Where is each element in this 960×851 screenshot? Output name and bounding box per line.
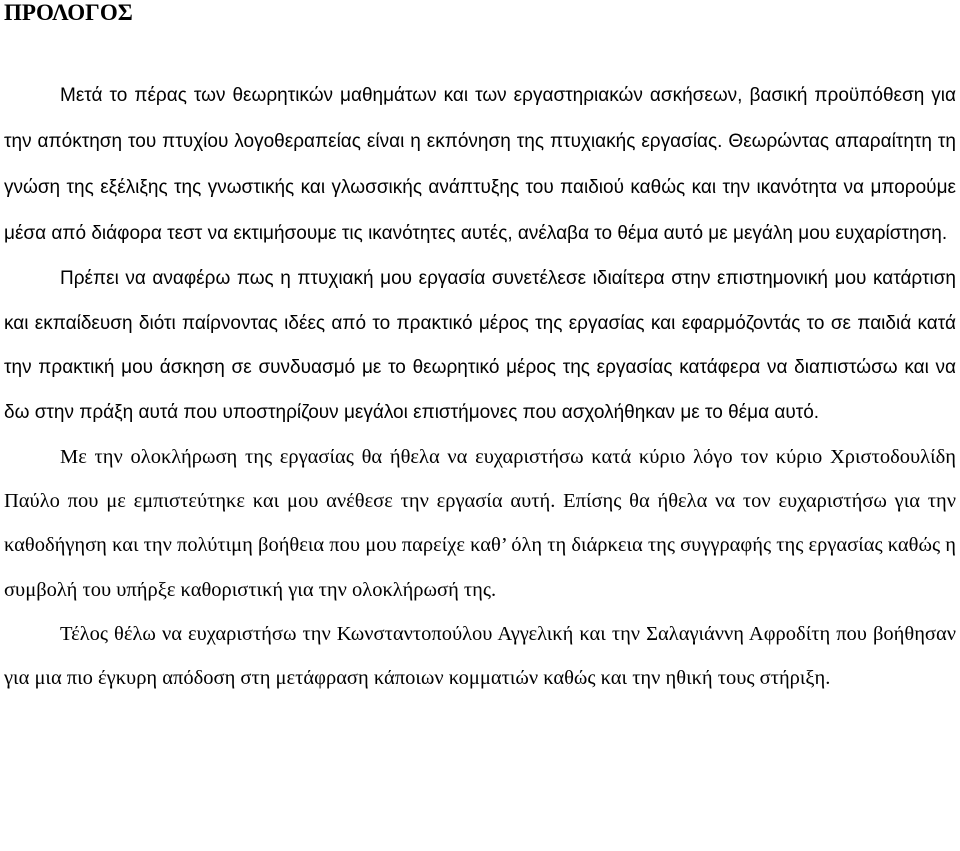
paragraph-acknowledgement-helpers: Τέλος θέλω να ευχαριστήσω την Κωνσταντοπούλου Αγγελική και την Σαλαγιάννη Αφροδίτη που βοήθησαν για μια πιο έγκυρη απόδοση στη μετάφραση κάποιων κομματιών καθώς και την ηθική τους στήριξη. — [4, 622, 956, 690]
page-title: ΠΡΟΛΟΓΟΣ — [4, 0, 133, 25]
paragraph-intro: Μετά το πέρας των θεωρητικών μαθημάτων και των εργαστηριακών ασκήσεων, βασική προϋπόθεση για την απόκτηση του πτυχίου λογοθεραπείας είναι η εκπόνηση της πτυχιακής εργασίας. Θεωρώντας απαραίτητη τη γνώση της εξέλιξης της γνωστικής και γλωσσικής ανάπτυξης του παιδιού καθώς και την ικανότητα να μπορούμε μέσα από διάφορα τεστ να εκτιμήσουμε τις ικανότητες αυτές, ανέλαβα το θέμα αυτό με μεγάλη μου ευχαρίστηση. — [4, 85, 956, 244]
paragraph-contribution: Πρέπει να αναφέρω πως η πτυχιακή μου εργασία συνετέλεσε ιδιαίτερα στην επιστημονική μου κατάρτιση και εκπαίδευση διότι παίρνοντας ιδέες από το πρακτικό μέρος της εργασίας και εφαρμόζοντάς το σε παιδιά κατά την πρακτική μου άσκηση σε συνδυασμό με το θεωρητικό μέρος της εργασίας κατάφερα να διαπιστώσω και να δω στην πράξη αυτά που υποστηρίζουν μεγάλοι επιστήμονες που ασχολήθηκαν με το θέμα αυτό. — [4, 268, 956, 423]
paragraph-acknowledgement-supervisor: Με την ολοκλήρωση της εργασίας θα ήθελα να ευχαριστήσω κατά κύριο λόγο τον κύριο Χριστοδουλίδη Παύλο που με εμπιστεύτηκε και μου ανέθεσε την εργασία αυτή. Επίσης θα ήθελα να τον ευχαριστήσω για την καθοδήγηση και την πολύτιμη βοήθεια που μου παρείχε καθ’ όλη τη διάρκεια της συγγραφής της εργασίας καθώς η συμβολή του υπήρξε καθοριστική για την ολοκλήρωσή της. — [4, 446, 956, 601]
document-page — [4, 0, 956, 700]
